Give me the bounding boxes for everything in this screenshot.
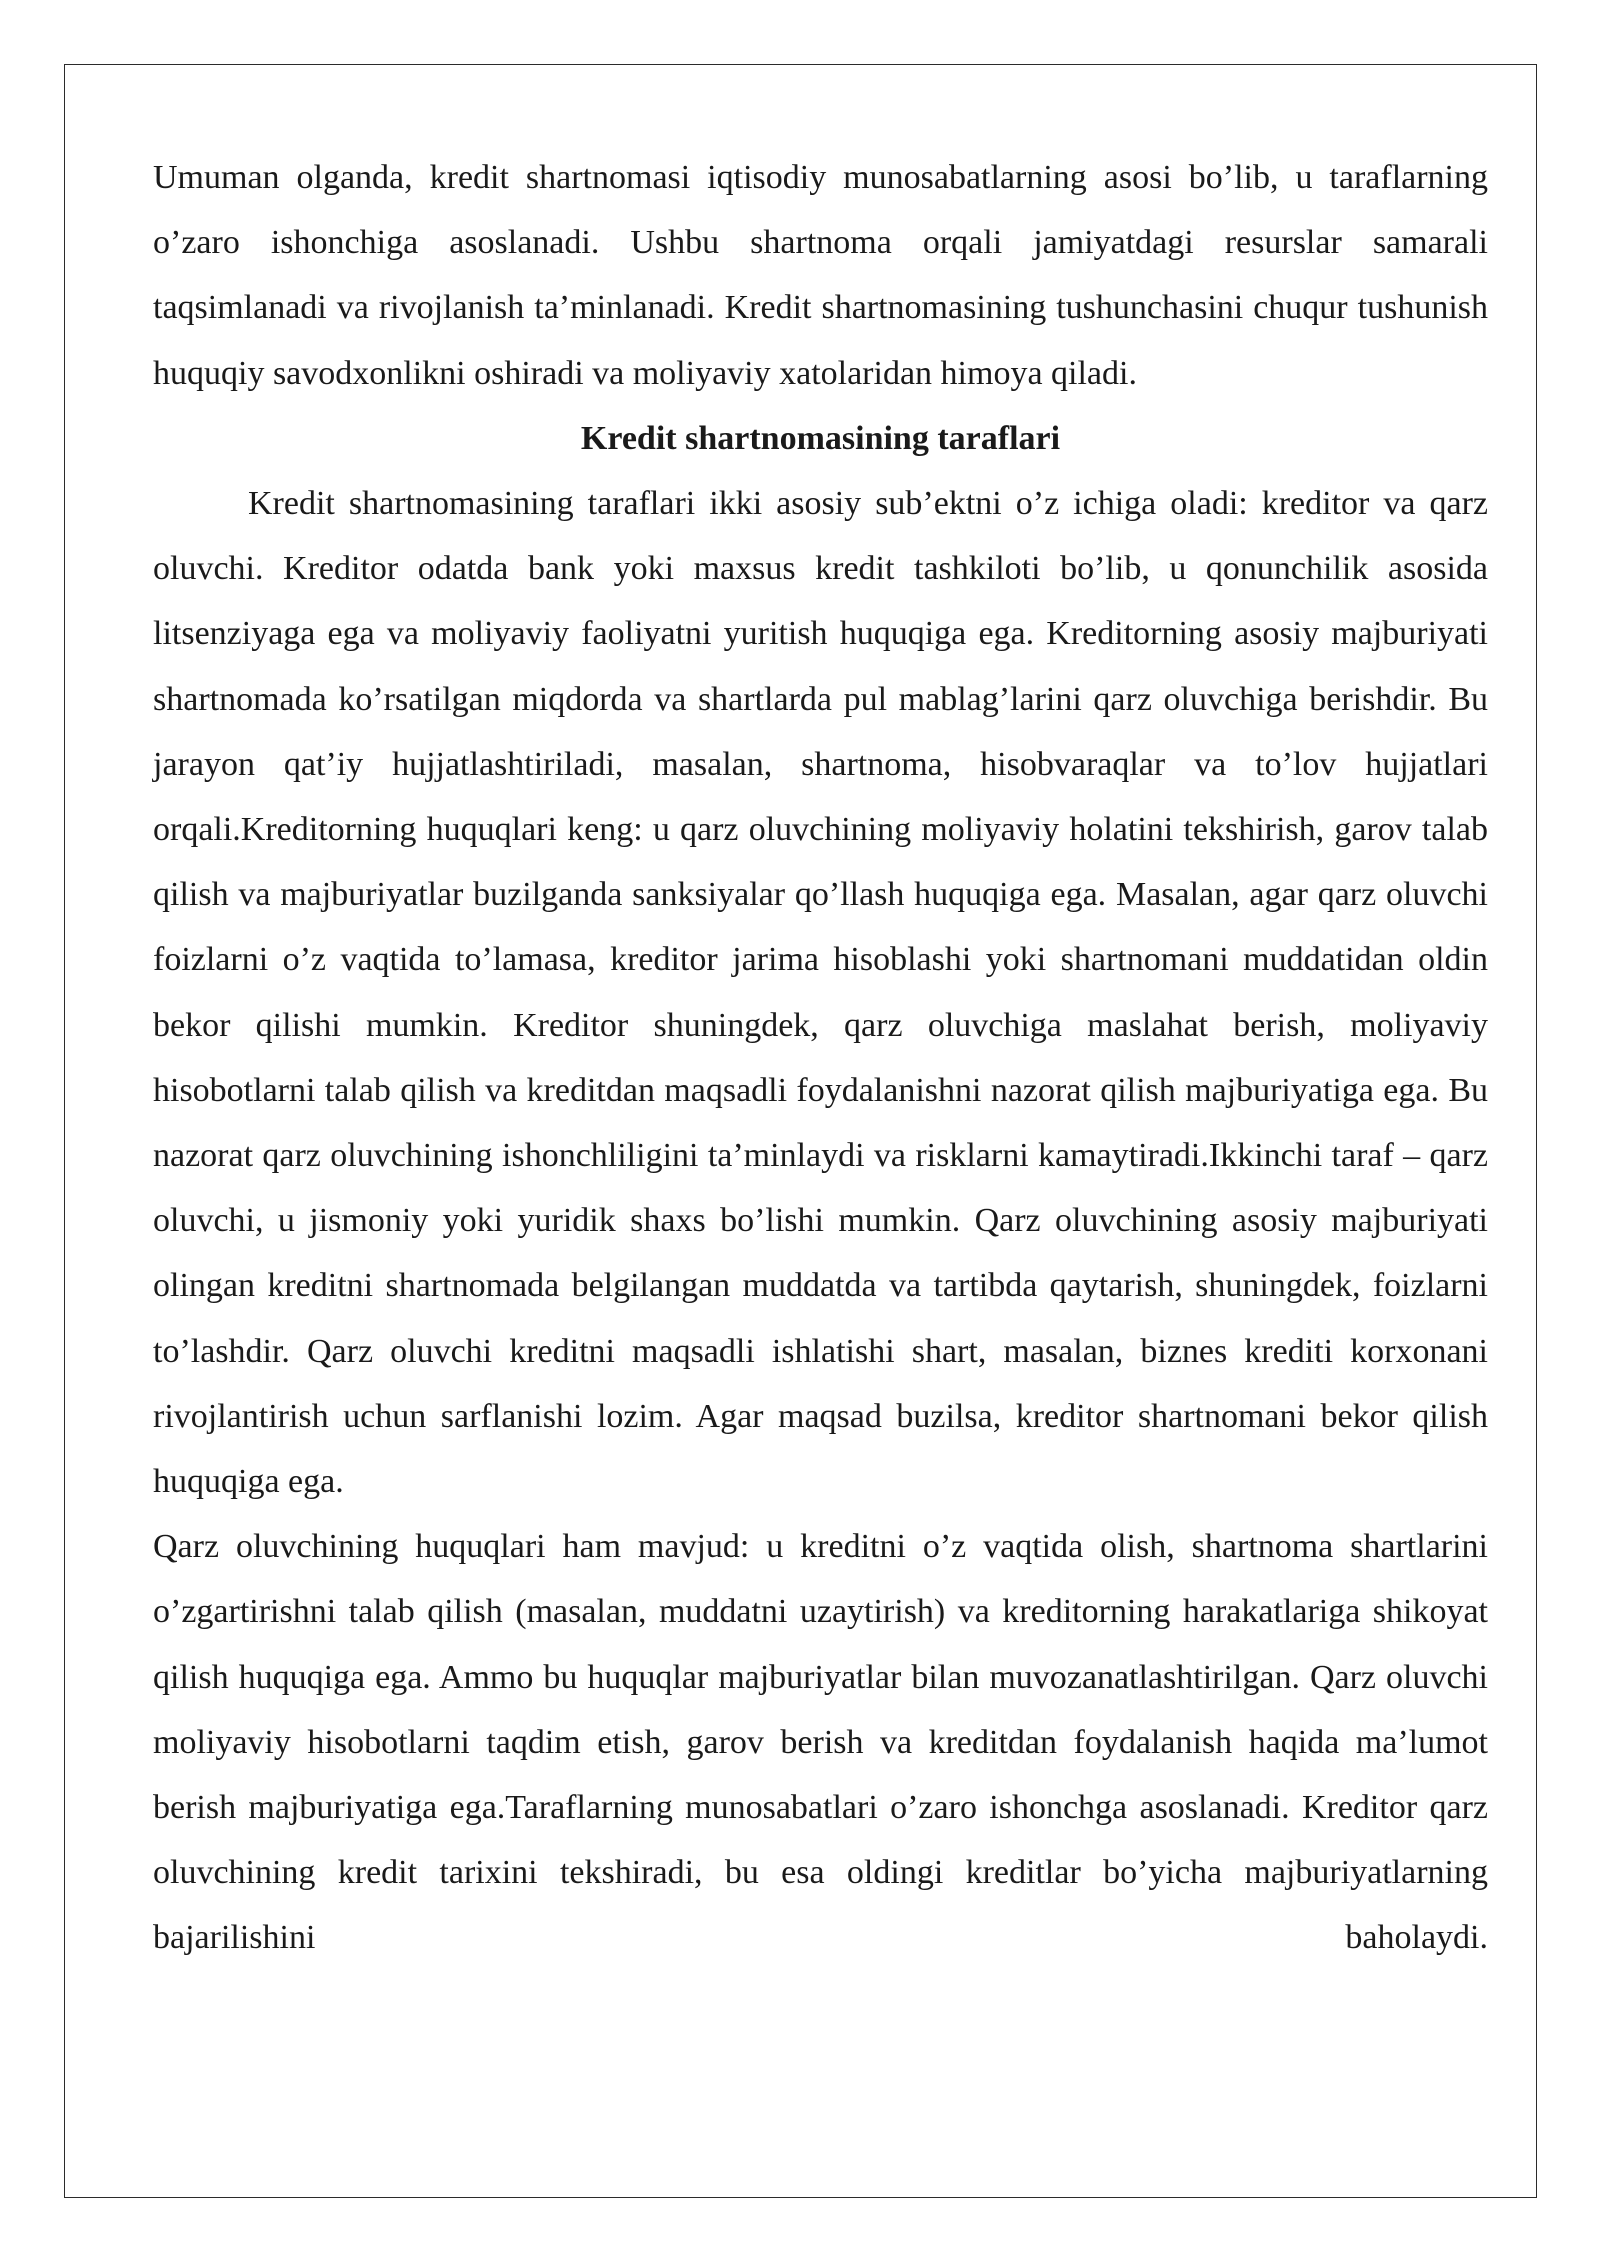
section-paragraph-1: Kredit shartnomasining taraflari ikki asosiy sub’ektni o’z ichiga oladi: kreditor va qarz oluvchi. Kreditor odatda bank yoki maxsus kredit tashkiloti bo’lib, u qonunchilik asosida litsenziyaga ega va moliyaviy faoliyatni yuritish huquqiga ega. Kreditorning asosiy majburiyati shartnomada ko’rsatilgan miqdorda va shartlarda pul mablag’larini qarz oluvchiga berishdir. Bu jarayon qat’iy hujjatlashtiriladi, masalan, shartnoma, hisobvaraqlar va to’lov hujjatlari orqali.Kreditorning huquqlari keng: u qarz oluvchining moliyaviy holatini tekshirish, garov talab qilish va majburiyatlar buzilganda sanksiyalar qo’llash huquqiga ega. Masalan, agar qarz oluvchi foizlarni o’z vaqtida to’lamasa, kreditor jarima hisoblashi yoki shartnomani muddatidan oldin bekor qilishi mumkin. Kreditor shuningdek, qarz oluvchiga maslahat berish, moliyaviy hisobotlarni talab qilish va kreditdan maqsadli foydalanishni nazorat qilish majburiyatiga ega. Bu nazorat qarz oluvchining ishonchliligini ta’minlaydi va risklarni kamaytiradi.Ikkinchi taraf – qarz oluvchi, u jismoniy yoki yuridik shaxs bo’lishi mumkin. Qarz oluvchining asosiy majburiyati olingan kreditni shartnomada belgilangan muddatda va tartibda qaytarish, shuningdek, foizlarni to’lashdir. Qarz oluvchi kreditni maqsadli ishlatishi shart, masalan, biznes krediti korxonani rivojlantirish uchun sarflanishi lozim. Agar maqsad buzilsa, kreditor shartnomani bekor qilish huquqiga ega. [153,485,1488,1501]
document-body [153,145,1488,1971]
section-heading: Kredit shartnomasining taraflari [580,419,1061,457]
section-paragraph-2: Qarz oluvchining huquqlari ham mavjud: u kreditni o’z vaqtida olish, shartnoma shartlarini o’zgartirishni talab qilish (masalan, muddatni uzaytirish) va kreditorning harakatlariga shikoyat qilish huquqiga ega. Ammo bu huquqlar majburiyatlar bilan muvozanatlashtirilgan. Qarz oluvchi moliyaviy hisobotlarni taqdim etish, garov berish va kreditdan foydalanish haqida ma’lumot berish majburiyatiga ega.Taraflarning munosabatlari o’zaro ishonchga asoslanadi. Kreditor qarz oluvchining kredit tarixini tekshiradi, bu esa oldingi kreditlar bo’yicha majburiyatlarning bajarilishini baholaydi. [153,1528,1488,1957]
intro-paragraph: Umuman olganda, kredit shartnomasi iqtisodiy munosabatlarning asosi bo’lib, u taraflarning o’zaro ishonchiga asoslanadi. Ushbu shartnoma orqali jamiyatdagi resurslar samarali taqsimlanadi va rivojlanish ta’minlanadi. Kredit shartnomasining tushunchasini chuqur tushunish huquqiy savodxonlikni oshiradi va moliyaviy xatolaridan himoya qiladi. [153,159,1488,392]
